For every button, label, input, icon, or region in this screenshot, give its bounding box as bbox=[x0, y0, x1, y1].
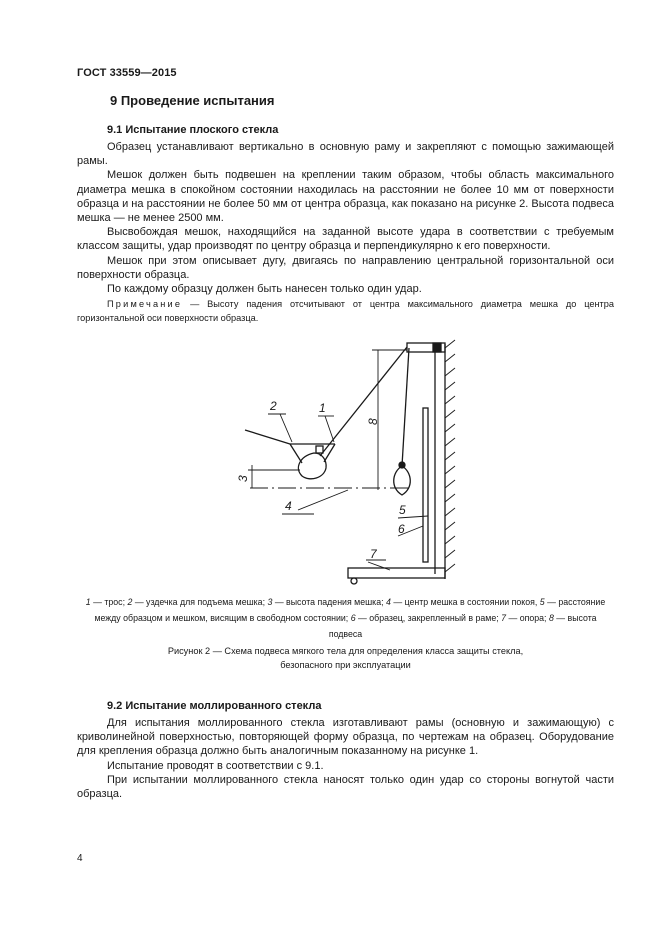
legend-num: 5 bbox=[539, 597, 545, 607]
legend-text: — центр мешка в состоянии покоя, bbox=[390, 597, 540, 607]
figure-label-5: 5 bbox=[399, 503, 406, 517]
bridle-top bbox=[245, 430, 290, 444]
resting-bag-knot bbox=[399, 462, 405, 468]
figure-caption-line: безопасного при эксплуатации bbox=[280, 660, 411, 670]
specimen-frame bbox=[423, 408, 428, 562]
paragraph: Образец устанавливают вертикально в основную раму и закрепляют с помощью зажимающей рамы. bbox=[77, 141, 614, 168]
legend-num: 8 bbox=[548, 613, 554, 623]
legend-text: — уздечка для подъема мешка; bbox=[132, 597, 268, 607]
top-bracket-mount bbox=[433, 343, 441, 352]
legend-num: 7 bbox=[501, 613, 507, 623]
note bbox=[77, 297, 614, 325]
raised-bag bbox=[298, 453, 326, 479]
paragraph: По каждому образцу должен быть нанесен только один удар. bbox=[107, 283, 422, 296]
note-text: — Высоту падения отсчитывают от центра максимального диаметра мешка до центра горизонтальной оси поверхности образца. bbox=[77, 299, 614, 323]
rope-vertical bbox=[402, 348, 409, 466]
figure-label-1: 1 bbox=[319, 401, 326, 415]
figure-caption bbox=[77, 644, 614, 672]
subsection-title-9-2: 9.2 Испытание моллированного стекла bbox=[107, 700, 322, 712]
section-title: 9 Проведение испытания bbox=[110, 93, 275, 108]
legend-num: 6 bbox=[350, 613, 356, 623]
legend-num: 3 bbox=[267, 597, 273, 607]
raised-bag-clamp bbox=[316, 446, 323, 453]
legend-num: 1 bbox=[85, 597, 91, 607]
legend-text: — высота падения мешка; bbox=[272, 597, 386, 607]
paragraph: Для испытания моллированного стекла изготавливают рамы (основную и зажимающую) с криволинейной поверхностью, повторяющей форму образца, по чертежам на образец. Оборудование для крепления образца должно быть аналогичным показанному на рисунке 1. bbox=[77, 717, 614, 758]
paragraph: Высвобождая мешок, находящийся на заданной высоте удара в соответствии с требуемым классом защиты, удар производят по центру образца и перпендикулярно к его поверхности. bbox=[77, 226, 614, 253]
legend-text: — опора; bbox=[506, 613, 549, 623]
support-base bbox=[348, 568, 445, 578]
legend-text: — трос; bbox=[90, 597, 128, 607]
support-wheel bbox=[351, 578, 357, 584]
leader-4 bbox=[298, 490, 348, 510]
figure-caption-line: Рисунок 2 — Схема подвеса мягкого тела для определения класса защиты стекла, bbox=[167, 646, 524, 656]
legend-text: — расстояние между образцом и мешком, висящим в свободном состоянии; bbox=[94, 597, 606, 623]
bridle-left bbox=[290, 444, 302, 463]
figure-label-3: 3 bbox=[236, 475, 250, 482]
figure-2-drawing bbox=[230, 338, 470, 588]
leader-7 bbox=[368, 562, 390, 570]
leader-1 bbox=[325, 416, 334, 442]
note-label: Примечание bbox=[107, 299, 183, 309]
subsection-9-2-body bbox=[77, 716, 614, 801]
legend-num: 2 bbox=[127, 597, 133, 607]
legend-text: — образец, закрепленный в раме; bbox=[355, 613, 502, 623]
figure-legend bbox=[77, 594, 614, 642]
paragraph: Мешок при этом описывает дугу, двигаясь по направлению центральной горизонтальной оси поверхности образца. bbox=[77, 254, 614, 281]
figure-label-7: 7 bbox=[370, 547, 377, 561]
paragraph: При испытании моллированного стекла наносят только один удар со стороны вогнутой части образца. bbox=[77, 773, 614, 801]
resting-bag bbox=[394, 466, 411, 495]
paragraph: Мешок должен быть подвешен на креплении таким образом, чтобы область максимального диаметра мешка в спокойном состоянии находилась на расстоянии не более 10 мм от поверхности образца и на расстоянии не более 50 мм от центра образца, как показано на рисунке 2. Высота подвеса мешка — не менее 2500 мм. bbox=[77, 169, 614, 225]
figure-label-6: 6 bbox=[398, 522, 405, 536]
wall-hatching bbox=[445, 340, 455, 572]
leader-2 bbox=[280, 414, 292, 442]
document-header: ГОСТ 33559—2015 bbox=[77, 67, 177, 79]
paragraph: Испытание проводят в соответствии с 9.1. bbox=[107, 759, 324, 772]
figure-label-8: 8 bbox=[366, 418, 380, 425]
legend-text: — высота подвеса bbox=[328, 613, 597, 639]
subsection-9-1-body bbox=[77, 140, 614, 296]
subsection-title-9-1: 9.1 Испытание плоского стекла bbox=[107, 124, 279, 136]
page-number: 4 bbox=[77, 853, 83, 864]
legend-num: 4 bbox=[386, 597, 391, 607]
figure-label-2: 2 bbox=[270, 399, 277, 413]
figure-label-4: 4 bbox=[285, 499, 292, 513]
bridle-right bbox=[324, 444, 335, 462]
